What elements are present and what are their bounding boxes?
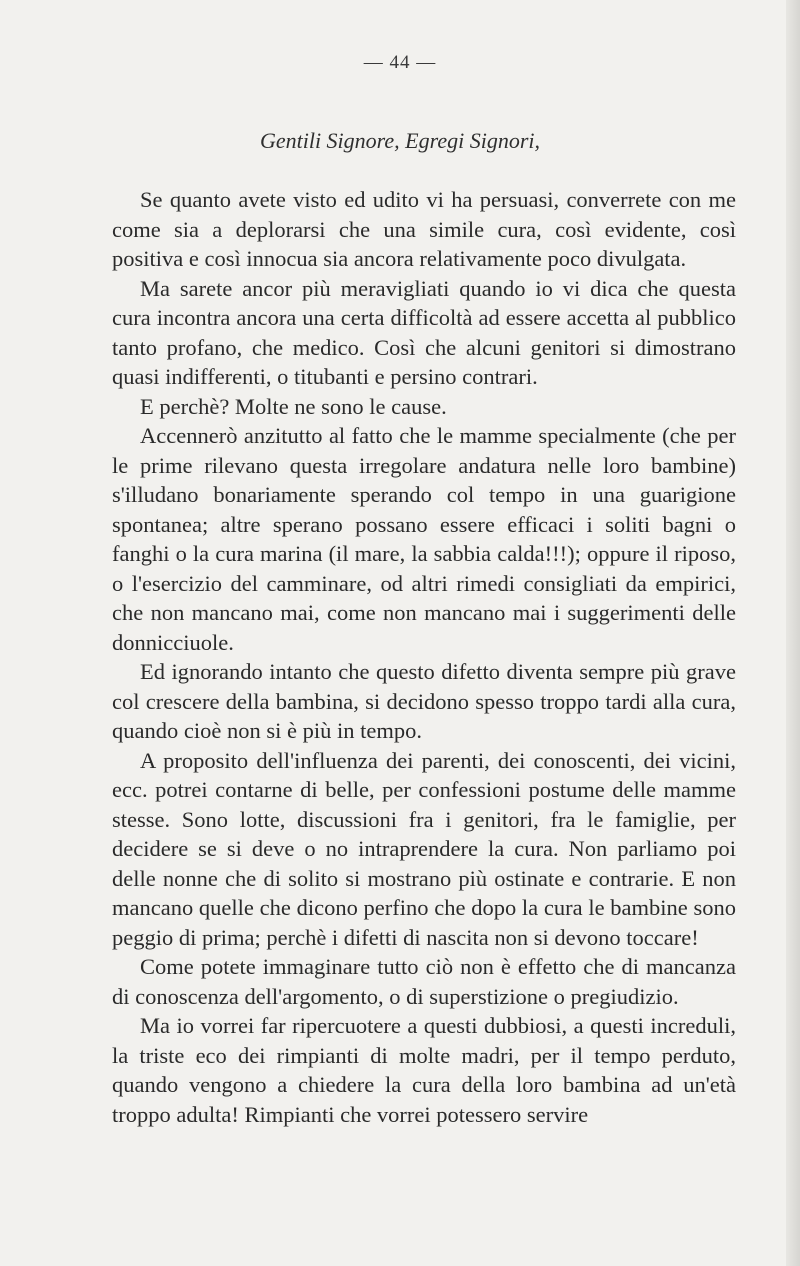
paragraph: Ed ignorando intanto che questo difetto diventa sempre più grave col crescere della bambina, si decidono spesso troppo tardi alla cura, quando cioè non si è più in tempo. [112, 659, 736, 743]
body-text [112, 185, 736, 1129]
paragraph: A proposito dell'influenza dei parenti, dei conoscenti, dei vicini, ecc. potrei contarne di belle, per confessioni postume delle mamme stesse. Sono lotte, discussioni fra i genitori, fra le famiglie, per decidere se si deve o no intraprendere la cura. Non parliamo poi delle nonne che di solito si mostrano più ostinate e contrarie. E non mancano quelle che dicono perfino che dopo la cura le bambine sono peggio di prima; perchè i difetti di nascita non si devono toccare! [112, 747, 736, 950]
page-edge-shadow [786, 0, 800, 1266]
paragraph: Come potete immaginare tutto ciò non è effetto che di mancanza di conoscenza dell'argomento, o di superstizione o pregiudizio. [112, 954, 736, 1009]
page-number: — 44 — [363, 52, 437, 73]
paragraph: Se quanto avete visto ed udito vi ha persuasi, converrete con me come sia a deplorarsi che una simile cura, così evidente, così positiva e così innocua sia ancora relativamente poco divulgata. [112, 187, 736, 271]
paragraph: Ma io vorrei far ripercuotere a questi dubbiosi, a questi increduli, la triste eco dei rimpianti di molte madri, per il tempo perduto, quando vengono a chiedere la cura della loro bambina ad un'età troppo adulta! Rimpianti che vorrei potessero servire [112, 1013, 736, 1127]
paragraph: E perchè? Molte ne sono le cause. [140, 393, 447, 419]
paragraph: Ma sarete ancor più meravigliati quando io vi dica che questa cura incontra ancora una certa difficoltà ad essere accetta al pubblico tanto profano, che medico. Così che alcuni genitori si dimostrano quasi indifferenti, o titubanti e persino contrari. [112, 275, 736, 389]
salutation-heading: Gentili Signore, Egregi Signori, [259, 128, 541, 153]
paragraph: Accennerò anzitutto al fatto che le mamme specialmente (che per le prime rilevano questa irregolare andatura nelle loro bambine) s'illudano bonariamente sperando col tempo in una guarigione spontanea; altre sperano possano essere efficaci i soliti bagni o fanghi o la cura marina (il mare, la sabbia calda!!!); oppure il riposo, o l'esercizio del camminare, od altri rimedi consigliati da empirici, che non mancano mai, come non mancano mai i suggerimenti delle donnicciuole. [112, 423, 736, 655]
